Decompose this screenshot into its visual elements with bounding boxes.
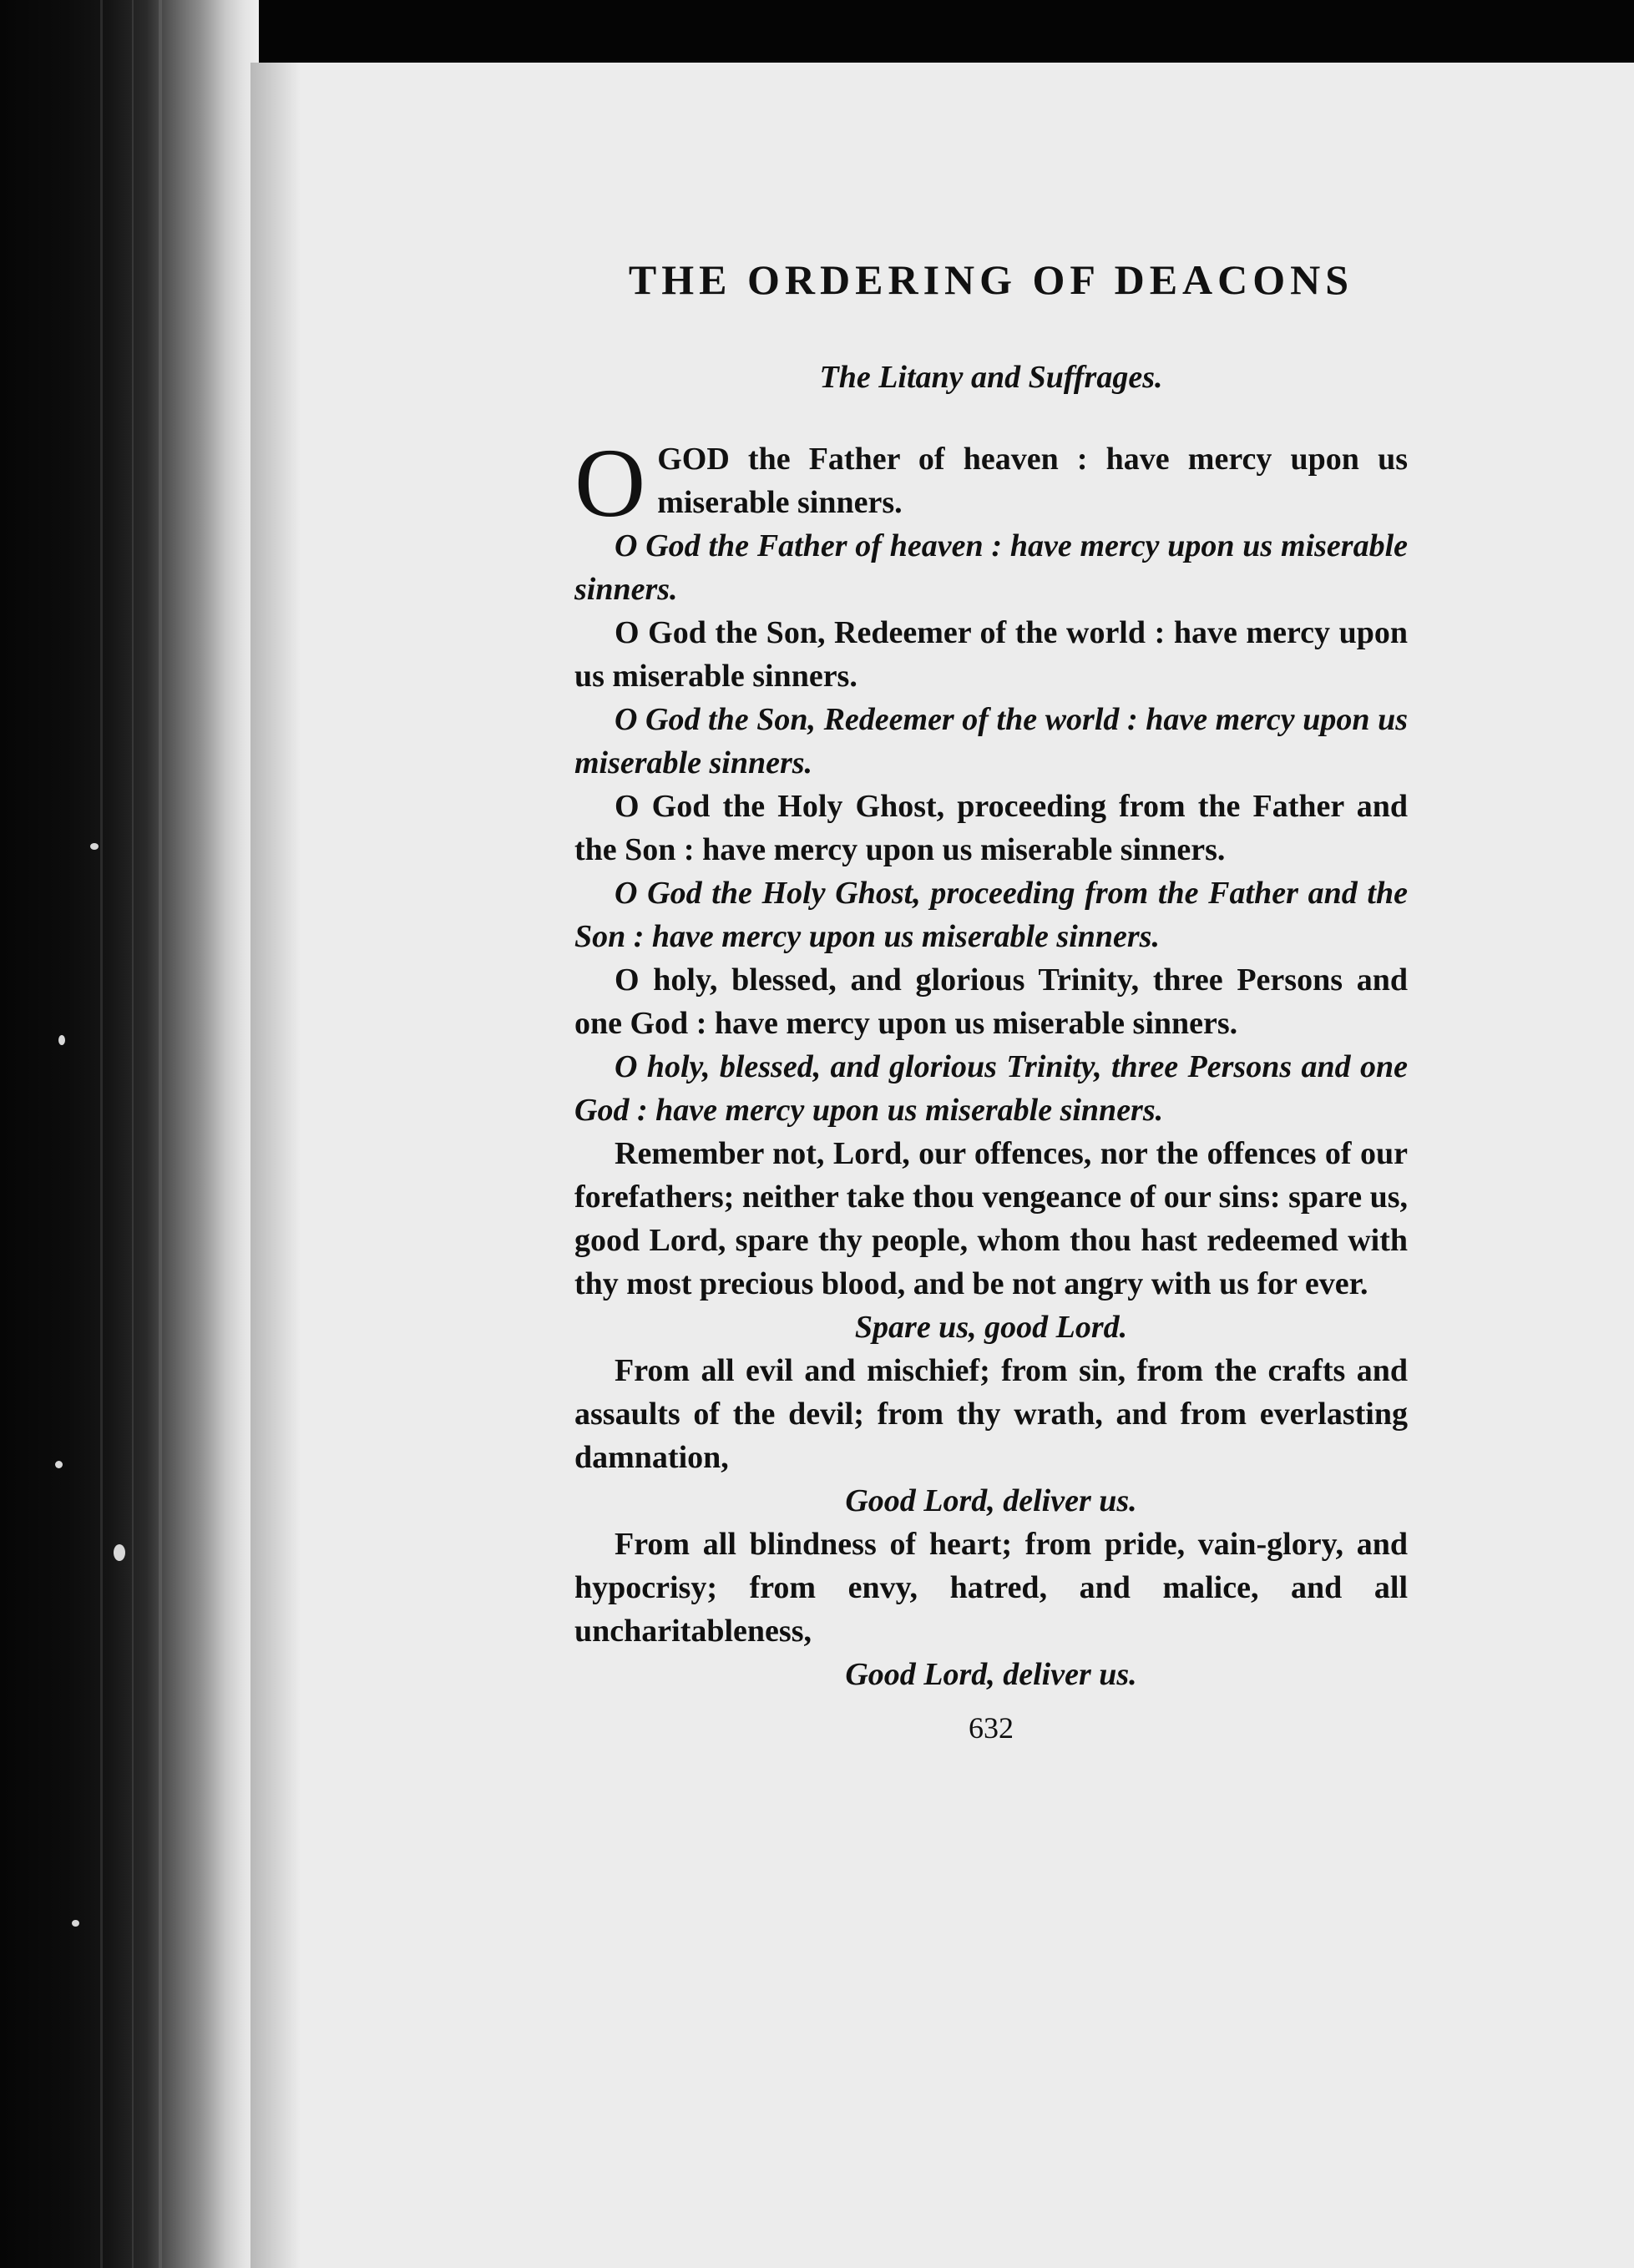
page-text-column	[574, 250, 1408, 1750]
film-edge	[0, 0, 259, 2268]
film-speck	[55, 1461, 63, 1468]
litany-paragraph: O God the Son, Redeemer of the world : have mercy upon us miserable sinners.	[574, 615, 1408, 694]
film-speck	[58, 1035, 65, 1045]
litany-paragraph: From all blindness of heart; from pride, vain-glory, and hypocrisy; from envy, hatred, and malice, and all uncharitableness,	[574, 1527, 1408, 1649]
litany-response: Good Lord, deliver us.	[845, 1657, 1137, 1692]
film-speck	[90, 843, 99, 850]
litany-paragraph: O God the Holy Ghost, proceeding from the Father and the Son : have mercy upon us miserable sinners.	[574, 789, 1408, 867]
litany-paragraph: O holy, blessed, and glorious Trinity, three Persons and one God : have mercy upon us miserable sinners.	[574, 962, 1408, 1041]
litany-response: O holy, blessed, and glorious Trinity, three Persons and one God : have mercy upon us miserable sinners.	[574, 1049, 1408, 1128]
film-streak	[132, 0, 134, 2268]
litany-response: O God the Holy Ghost, proceeding from the Father and the Son : have mercy upon us miserable sinners.	[574, 876, 1408, 954]
section-title: The Litany and Suffrages.	[819, 360, 1163, 395]
film-speck	[72, 1920, 79, 1927]
running-head: THE ORDERING OF DEACONS	[628, 256, 1354, 303]
page-gutter-shadow	[250, 63, 301, 2268]
litany-response: O God the Son, Redeemer of the world : have mercy upon us miserable sinners.	[574, 702, 1408, 780]
drop-cap: O	[574, 428, 646, 538]
film-streak	[159, 0, 162, 2268]
litany-response: O God the Father of heaven : have mercy upon us miserable sinners.	[574, 528, 1408, 607]
litany-opening: GOD the Father of heaven : have mercy upon us miserable sinners.	[657, 442, 1408, 520]
litany-text	[574, 428, 1408, 1696]
litany-response: Spare us, good Lord.	[854, 1310, 1128, 1345]
litany-paragraph: Remember not, Lord, our offences, nor the offences of our forefathers; neither take thou vengeance of our sins: spare us, good Lord, spare thy people, whom thou hast redeemed with thy most precious blood, and be not angry with us for ever.	[574, 1136, 1408, 1301]
film-streak	[100, 0, 103, 2268]
film-speck	[114, 1544, 125, 1561]
litany-paragraph: From all evil and mischief; from sin, from the crafts and assaults of the devil; from thy wrath, and from everlasting damnation,	[574, 1353, 1408, 1475]
litany-response: Good Lord, deliver us.	[845, 1483, 1137, 1518]
litany-paragraph	[574, 428, 1408, 538]
page-number: 632	[969, 1711, 1014, 1745]
